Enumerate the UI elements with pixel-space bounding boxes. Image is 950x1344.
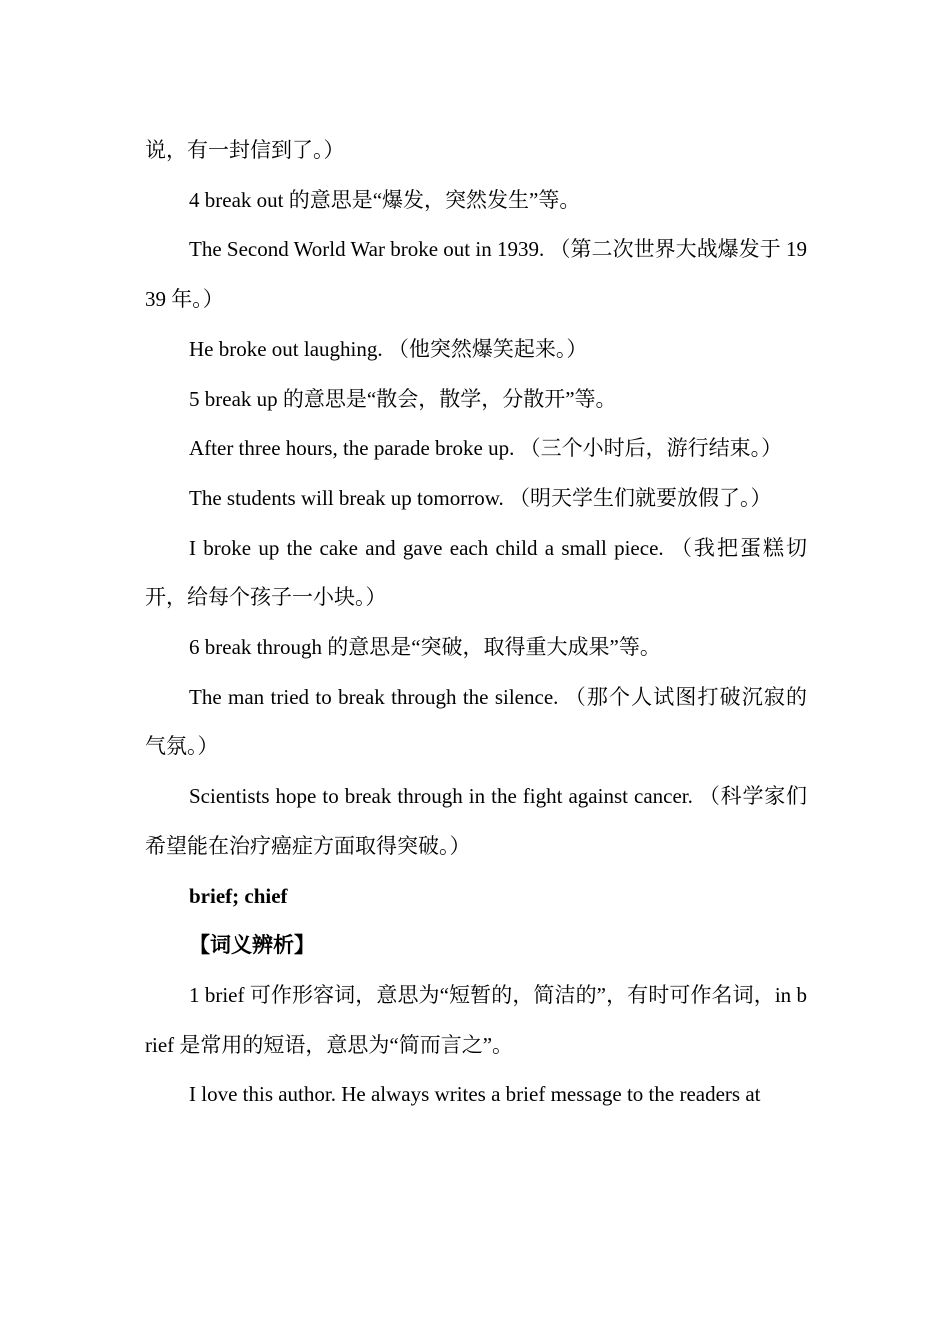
paragraph-break-up-definition: 5 break up 的意思是“散会，散学，分散开”等。 bbox=[189, 386, 617, 411]
paragraph-example: Scientists hope to break through in the fight against cancer. （科学家们希望能在治疗癌症方面取得突破。） bbox=[145, 784, 807, 858]
paragraph-example: After three hours, the parade broke up. （三个小时后，游行结束。） bbox=[189, 436, 783, 461]
paragraph-example: I broke up the cake and gave each child a small piece. （我把蛋糕切开，给每个孩子一小块。） bbox=[145, 535, 807, 610]
paragraph-example: I love this author. He always writes a brief message to the readers at bbox=[189, 1082, 761, 1107]
paragraph-example: The Second World War broke out in 1939. （第二次世界大战爆发于 1939 年。） bbox=[145, 237, 807, 312]
section-heading-brief-chief: brief; chief bbox=[189, 883, 288, 908]
paragraph-break-through-definition: 6 break through 的意思是“突破，取得重大成果”等。 bbox=[189, 635, 661, 660]
page-body bbox=[145, 126, 807, 1120]
subheading-word-analysis: 【词义辨析】 bbox=[189, 933, 315, 958]
paragraph-brief-definition: 1 brief 可作形容词，意思为“短暂的，简洁的”，有时可作名词，in brief 是常用的短语，意思为“简而言之”。 bbox=[145, 982, 807, 1057]
paragraph-break-out-definition: 4 break out 的意思是“爆发，突然发生”等。 bbox=[189, 187, 581, 212]
paragraph-example: The students will break up tomorrow. （明天学生们就要放假了。） bbox=[189, 485, 772, 510]
paragraph-continuation: 说，有一封信到了。） bbox=[145, 138, 345, 162]
paragraph-example: The man tried to break through the silence. （那个人试图打破沉寂的气氛。） bbox=[145, 684, 807, 759]
paragraph-example: He broke out laughing. （他突然爆笑起来。） bbox=[189, 336, 588, 361]
